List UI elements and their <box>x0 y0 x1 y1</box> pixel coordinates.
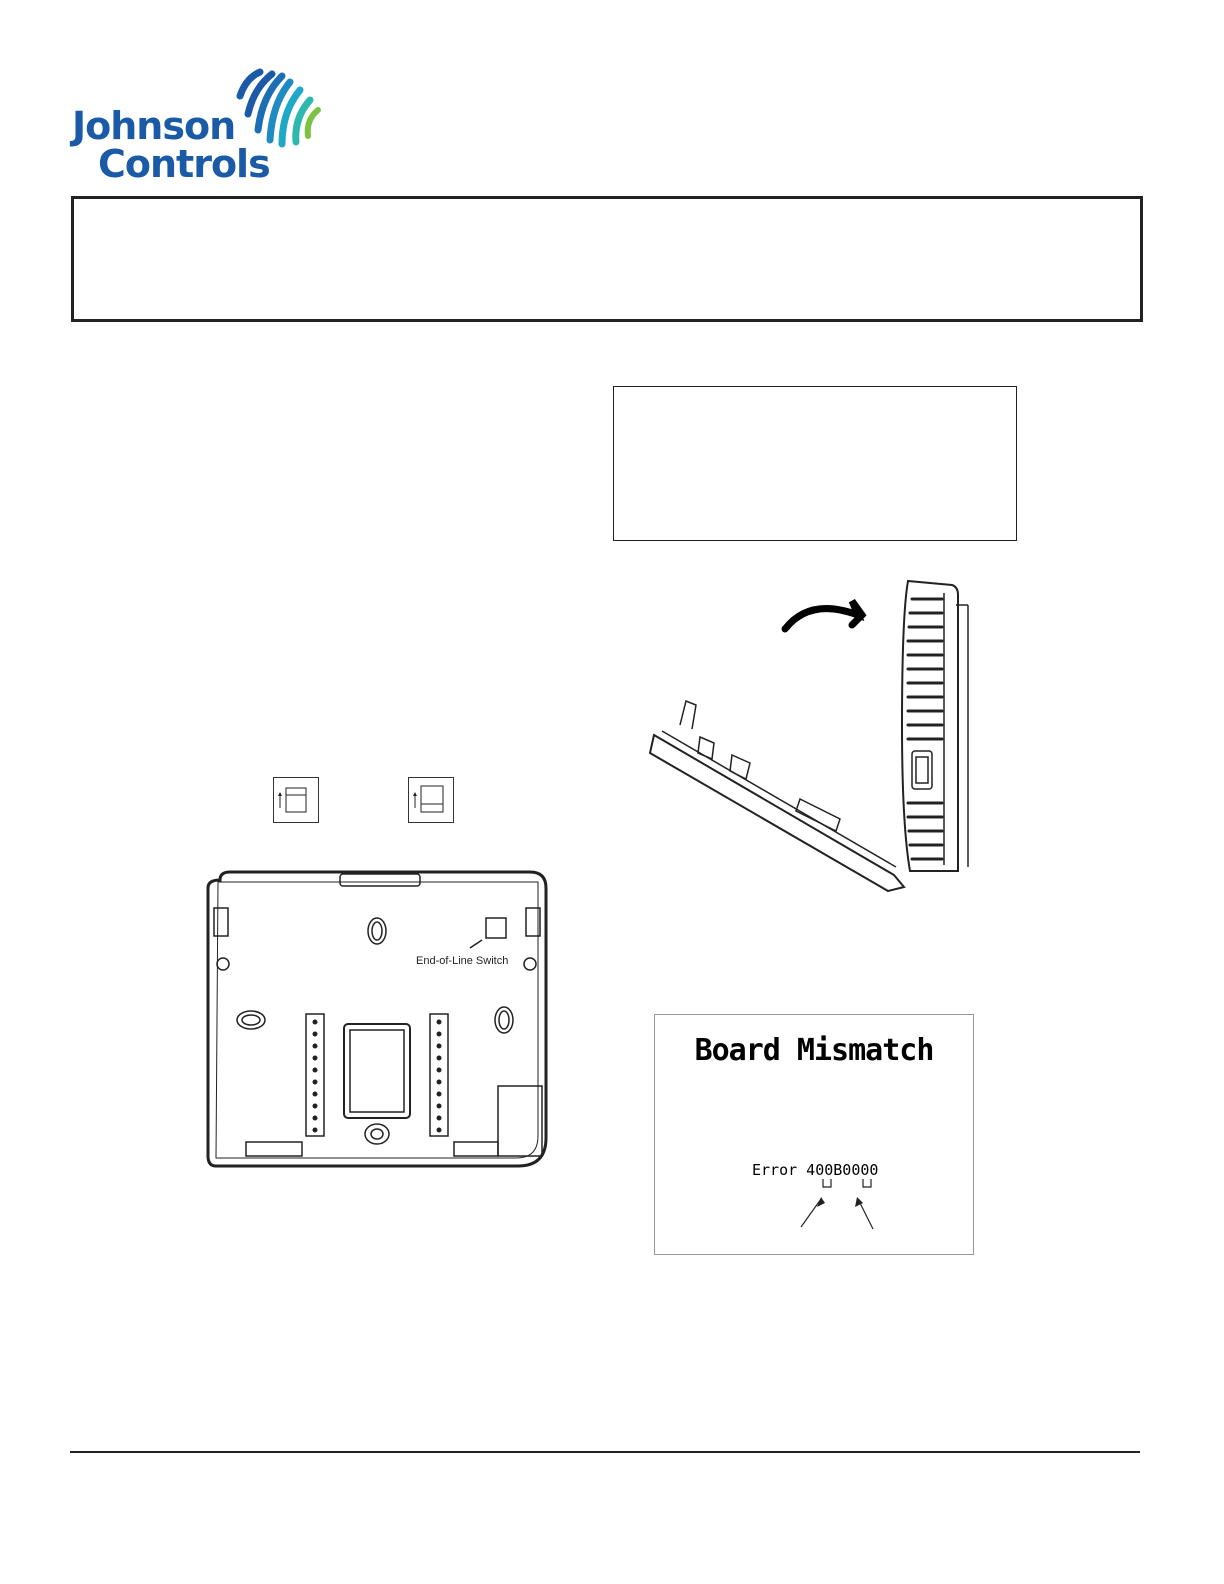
footer-divider <box>70 1451 1140 1453</box>
lcd-display-illustration <box>654 1014 974 1255</box>
title-frame <box>71 196 1143 322</box>
logo-wordmark-line2: Controls <box>98 142 270 186</box>
end-of-line-switch-label: End-of-Line Switch <box>416 955 509 967</box>
error-digit-pointer-icon <box>655 1015 973 1254</box>
thermostat-hinge-illustration <box>640 575 980 900</box>
note-frame <box>613 386 1017 541</box>
lcd-message-title: Board Mismatch <box>694 1033 934 1068</box>
switch-position-down-icon <box>408 777 454 823</box>
lcd-error-code: Error 400B0000 <box>752 1161 879 1179</box>
base-plate-illustration <box>200 868 560 1173</box>
switch-position-up-icon <box>273 777 319 823</box>
logo-wordmark-line1: Johnson <box>72 104 236 148</box>
